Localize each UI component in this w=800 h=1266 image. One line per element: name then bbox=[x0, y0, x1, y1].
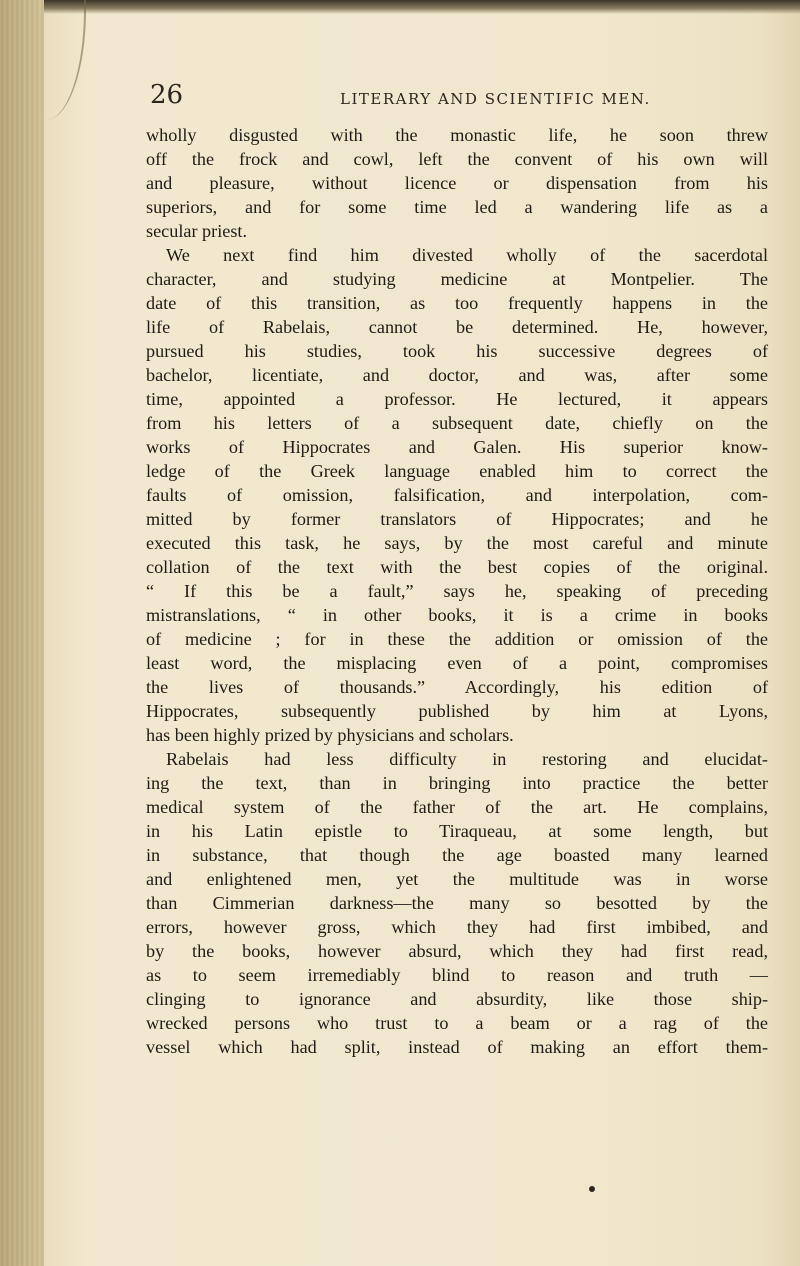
text-line: secular priest. bbox=[146, 221, 247, 241]
text-line: “ If this be a fault,” says he, speaking of preceding bbox=[146, 581, 768, 601]
page-header bbox=[150, 80, 730, 114]
running-head: LITERARY AND SCIENTIFIC MEN. bbox=[340, 90, 651, 108]
text-line: collation of the text with the best copies of the original. bbox=[146, 557, 768, 577]
body-text bbox=[146, 123, 768, 1059]
text-line: in substance, that though the age boasted many learned bbox=[146, 845, 768, 865]
text-line: mitted by former translators of Hippocrates; and he bbox=[146, 509, 768, 529]
text-line: pursued his studies, took his successive degrees of bbox=[146, 341, 768, 361]
binding-edge bbox=[0, 0, 44, 1266]
text-line: from his letters of a subsequent date, chiefly on the bbox=[146, 413, 768, 433]
text-line: wrecked persons who trust to a beam or a rag of the bbox=[146, 1013, 768, 1033]
text-line: bachelor, licentiate, and doctor, and was, after some bbox=[146, 365, 768, 385]
text-line: in his Latin epistle to Tiraqueau, at some length, but bbox=[146, 821, 768, 841]
text-line: We next find him divested wholly of the sacerdotal bbox=[166, 245, 768, 265]
text-line: medical system of the father of the art. He complains, bbox=[146, 797, 768, 817]
page-top-shadow bbox=[0, 0, 800, 14]
text-line: faults of omission, falsification, and interpolation, com- bbox=[146, 485, 768, 505]
text-line: vessel which had split, instead of making an effort them- bbox=[146, 1037, 768, 1057]
text-line: Rabelais had less difficulty in restoring and elucidat- bbox=[166, 749, 768, 769]
text-line: off the frock and cowl, left the convent of his own will bbox=[146, 149, 768, 169]
text-line: and enlightened men, yet the multitude was in worse bbox=[146, 869, 768, 889]
page-curl bbox=[44, 0, 86, 120]
text-line: works of Hippocrates and Galen. His superior know- bbox=[146, 437, 768, 457]
text-line: the lives of thousands.” Accordingly, his edition of bbox=[146, 677, 768, 697]
text-line: wholly disgusted with the monastic life, he soon threw bbox=[146, 125, 768, 145]
text-line: and pleasure, without licence or dispensation from his bbox=[146, 173, 768, 193]
text-line: superiors, and for some time led a wandering life as a bbox=[146, 197, 768, 217]
text-line: mistranslations, “ in other books, it is a crime in books bbox=[146, 605, 768, 625]
text-line: than Cimmerian darkness—the many so besotted by the bbox=[146, 893, 768, 913]
text-line: of medicine ; for in these the addition or omission of the bbox=[146, 629, 768, 649]
text-line: as to seem irremediably blind to reason and truth — bbox=[146, 965, 768, 985]
text-line: ing the text, than in bringing into practice the better bbox=[146, 773, 768, 793]
text-line: errors, however gross, which they had first imbibed, and bbox=[146, 917, 768, 937]
text-line: has been highly prized by physicians and scholars. bbox=[146, 725, 514, 745]
text-line: ledge of the Greek language enabled him to correct the bbox=[146, 461, 768, 481]
text-line: Hippocrates, subsequently published by him at Lyons, bbox=[146, 701, 768, 721]
text-line: executed this task, he says, by the most careful and minute bbox=[146, 533, 768, 553]
printer-mark bbox=[589, 1186, 595, 1192]
text-line: time, appointed a professor. He lectured, it appears bbox=[146, 389, 768, 409]
text-line: clinging to ignorance and absurdity, like those ship- bbox=[146, 989, 768, 1009]
text-line: date of this transition, as too frequently happens in the bbox=[146, 293, 768, 313]
text-line: character, and studying medicine at Montpelier. The bbox=[146, 269, 768, 289]
text-line: least word, the misplacing even of a point, compromises bbox=[146, 653, 768, 673]
text-line: by the books, however absurd, which they had first read, bbox=[146, 941, 768, 961]
text-line: life of Rabelais, cannot be determined. He, however, bbox=[146, 317, 768, 337]
page-number: 26 bbox=[150, 80, 184, 110]
